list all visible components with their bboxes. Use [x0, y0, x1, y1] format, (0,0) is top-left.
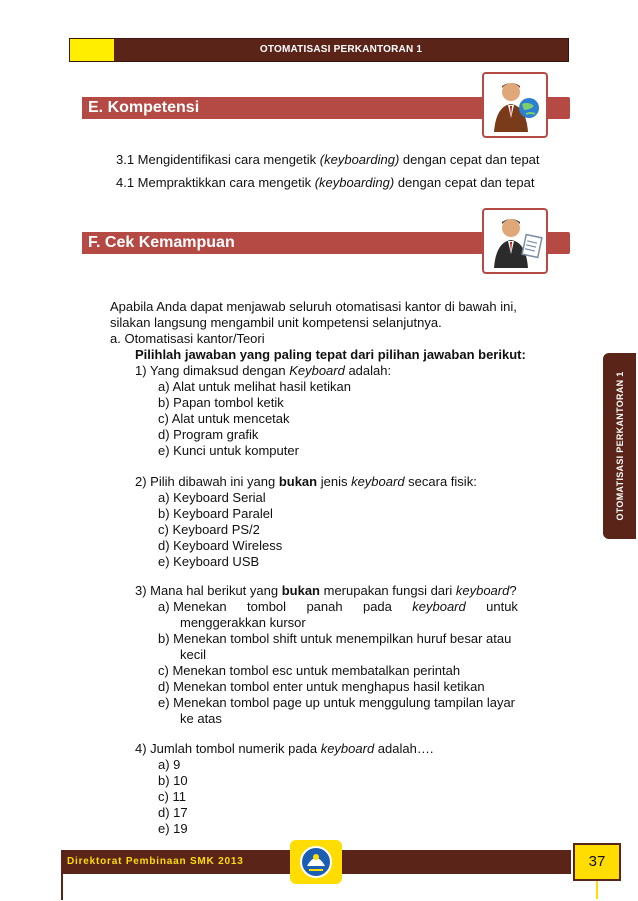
q3-option-e: e) Menekan tombol page up untuk menggulung tampilan layar: [158, 695, 516, 710]
competency-item-1: 3.1 Mengidentifikasi cara mengetik (keyboarding) dengan cepat dan tepat: [116, 152, 540, 167]
q3-option-a-cont: menggerakkan kursor: [180, 615, 306, 630]
instruction: Pilihlah jawaban yang paling tepat dari pilihan jawaban berikut:: [135, 347, 526, 362]
page-number-rule: [596, 881, 598, 899]
section-e-icon-frame: [482, 72, 548, 138]
businessman-globe-icon: [484, 74, 546, 136]
side-tab-label-wrap: [603, 353, 636, 539]
footer-text: Direktorat Pembinaan SMK 2013: [67, 856, 244, 867]
q1-option-d: d) Program grafik: [158, 427, 259, 442]
q1-option-e: e) Kunci untuk komputer: [158, 443, 299, 458]
q2-option-b: b) Keyboard Paralel: [158, 506, 273, 521]
q3-option-d: d) Menekan tombol enter untuk menghapus hasil ketikan: [158, 679, 485, 694]
q2-option-a: a) Keyboard Serial: [158, 490, 266, 505]
page-number: 37: [588, 853, 606, 870]
section-e-heading: E. Kompetensi: [88, 99, 200, 116]
q1-option-b: b) Papan tombol ketik: [158, 395, 284, 410]
q4-option-d: d) 17: [158, 805, 188, 820]
intro-text: [110, 299, 568, 331]
section-f-heading: F. Cek Kemampuan: [88, 234, 235, 251]
q1-option-a: a) Alat untuk melihat hasil ketikan: [158, 379, 351, 394]
side-tab-label: OTOMATISASI PERKANTORAN 1: [614, 371, 625, 521]
question-4: 4) Jumlah tombol numerik pada keyboard adalah….: [135, 741, 434, 756]
q2-option-d: d) Keyboard Wireless: [158, 538, 283, 553]
q4-option-e: e) 19: [158, 821, 188, 836]
q1-option-c: c) Alat untuk mencetak: [158, 411, 290, 426]
q3-option-e-cont: ke atas: [180, 711, 222, 726]
q3-option-a: a) Menekan tombol panah pada keyboard untuk: [158, 599, 518, 614]
intro-line-1: Apabila Anda dapat menjawab seluruh otomatisasi kantor di bawah ini,: [110, 299, 517, 314]
section-f-icon-frame: [482, 208, 548, 274]
intro-line-2: silakan langsung mengambil unit kompetensi selanjutnya.: [110, 315, 442, 330]
tut-wuri-handayani-logo: [290, 840, 342, 884]
header-accent-block: [70, 39, 114, 61]
q2-option-e: e) Keyboard USB: [158, 554, 260, 569]
q4-option-b: b) 10: [158, 773, 188, 788]
question-1: 1) Yang dimaksud dengan Keyboard adalah:: [135, 363, 392, 378]
q4-option-a: a) 9: [158, 757, 181, 772]
q3-option-b-cont: kecil: [180, 647, 207, 662]
q2-option-c: c) Keyboard PS/2: [158, 522, 260, 537]
question-3: 3) Mana hal berikut yang bukan merupakan fungsi dari keyboard?: [135, 583, 517, 598]
subsection-a: a. Otomatisasi kantor/Teori: [110, 331, 265, 346]
businessman-document-icon: [484, 210, 546, 272]
competency-item-2: 4.1 Mempraktikkan cara mengetik (keyboarding) dengan cepat dan tepat: [116, 175, 535, 190]
question-4-options: [158, 757, 188, 837]
q4-option-c: c) 11: [158, 789, 186, 804]
question-3-options: [158, 599, 553, 727]
question-1-options: [158, 379, 351, 459]
q3-option-b: b) Menekan tombol shift untuk menempilkan huruf besar atau: [158, 631, 512, 646]
footer-logo-frame: [290, 840, 342, 884]
question-2-options: [158, 490, 282, 570]
question-2: 2) Pilih dibawah ini yang bukan jenis keyboard secara fisik:: [135, 474, 477, 489]
header-title: OTOMATISASI PERKANTORAN 1: [259, 44, 423, 55]
footer-left-rule: [61, 874, 63, 900]
q3-option-c: c) Menekan tombol esc untuk membatalkan perintah: [158, 663, 461, 678]
